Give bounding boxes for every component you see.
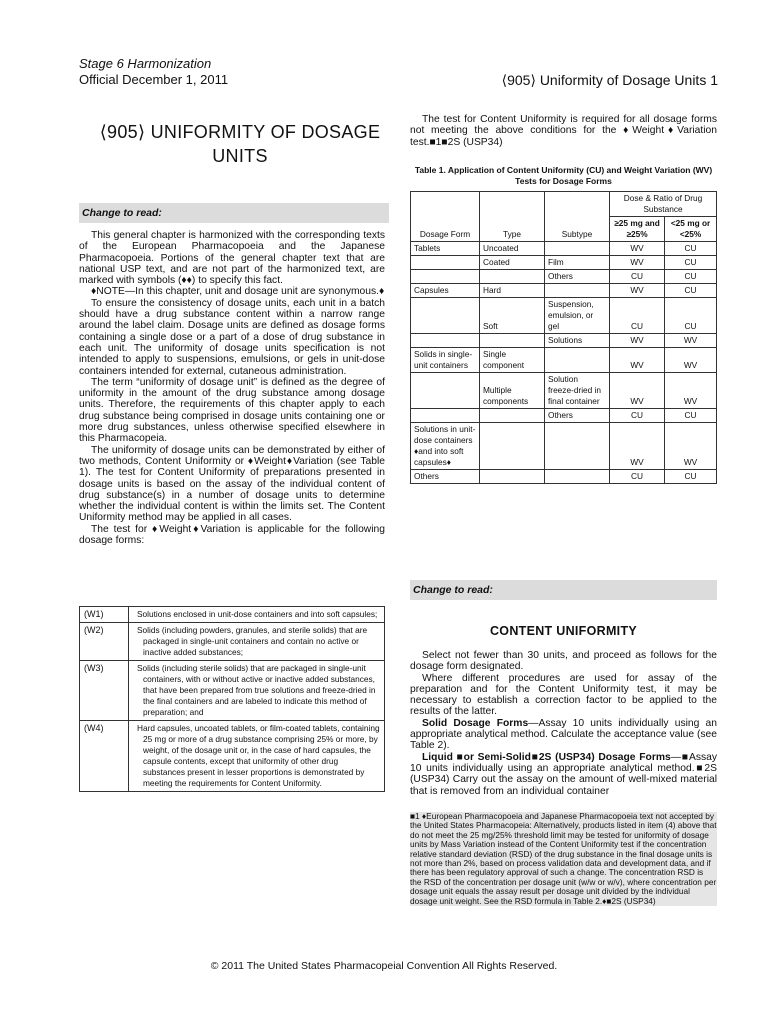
row-type xyxy=(480,334,545,348)
row-form xyxy=(411,298,480,334)
row-type: Soft xyxy=(480,298,545,334)
table-header-row xyxy=(411,192,717,217)
header-stage: Stage 6 Harmonization xyxy=(79,56,212,71)
paragraph: The test for ♦Weight♦Variation is applicable for the following dosage forms: xyxy=(79,523,385,547)
row-subtype: Solution freeze-dried in final container xyxy=(545,373,610,409)
table-row xyxy=(411,298,717,334)
row-text: Solutions enclosed in unit-dose containers and into soft capsules; xyxy=(137,609,378,619)
row-ge25: WV xyxy=(610,284,665,298)
content-uniformity-text xyxy=(410,650,717,797)
paragraph: The uniformity of dosage units can be demonstrated by either of two methods, Content Uniformity or ♦Weight♦Variation (see Table 1). The test for Content Uniformity of preparations presented in dosage units is based on the assay of the individual content of drug substance(s) in a number of dosage units to determine whether the individual content is within the limits set. The Content Uniformity method may be applied in all cases. xyxy=(79,444,385,524)
row-form: Others xyxy=(411,470,480,484)
table-row xyxy=(80,661,385,721)
row-form xyxy=(411,256,480,270)
row-form: Solutions in unit-dose containers ♦and into soft capsules♦ xyxy=(411,423,480,470)
table1 xyxy=(410,191,717,484)
row-type xyxy=(480,423,545,470)
paragraph: ♦NOTE—In this chapter, unit and dosage unit are synonymous.♦ xyxy=(91,286,385,298)
row-form: Solids in single-unit containers xyxy=(411,348,480,373)
row-subtype: Others xyxy=(545,270,610,284)
col-header-ge25: ≥25 mg and ≥25% xyxy=(610,217,665,242)
row-form xyxy=(411,373,480,409)
row-ge25: WV xyxy=(610,423,665,470)
col-header-dosage-form: Dosage Form xyxy=(411,192,480,242)
row-ge25: CU xyxy=(610,298,665,334)
table-row xyxy=(411,470,717,484)
row-type: Hard xyxy=(480,284,545,298)
liquid-forms-label: Liquid ■or Semi-Solid■2S (USP34) Dosage Forms xyxy=(422,751,671,763)
liquid-forms-text: —■Assay 10 units individually using an appropriate analytical method.■2S (USP34) Carry out the assay on the amount of well-mixed material that is removed from an individual container xyxy=(410,751,718,797)
table1-body xyxy=(411,242,717,484)
row-text: Hard capsules, uncoated tablets, or film-coated tablets, containing 25 mg or more of a drug substance comprising 25% or more, by weight, of the dosage unit or, in the case of hard capsules, the capsule contents, except that uniformity of other drug substances present in lesser proportions is demonstrated by meeting the requirements for Content Uniformity. xyxy=(137,723,380,788)
row-type: Coated xyxy=(480,256,545,270)
row-lt25: CU xyxy=(665,256,717,270)
header-date: Official December 1, 2011 xyxy=(79,72,229,87)
table-row xyxy=(411,409,717,423)
col-header-subtype: Subtype xyxy=(545,192,610,242)
table-row xyxy=(411,373,717,409)
running-header-left xyxy=(79,56,228,88)
col-header-dose-ratio: Dose & Ratio of Drug Substance xyxy=(610,192,717,217)
table-row xyxy=(80,623,385,661)
row-ge25: WV xyxy=(610,348,665,373)
table-row xyxy=(411,270,717,284)
row-ge25: CU xyxy=(610,270,665,284)
row-ge25: WV xyxy=(610,334,665,348)
paragraph: This general chapter is harmonized with the corresponding texts of the European Pharmacopoeia and the Japanese Pharmacopoeia. Portions of the general chapter text that are national USP text, and are not part of the harmonized text, are marked with symbols (♦♦) to specify this fact. xyxy=(79,230,385,287)
table-row xyxy=(80,607,385,623)
row-subtype: Solutions xyxy=(545,334,610,348)
row-lt25: WV xyxy=(665,348,717,373)
table-row xyxy=(411,256,717,270)
row-lt25: CU xyxy=(665,242,717,256)
page-footer: © 2011 The United States Pharmacopeial Convention All Rights Reserved. xyxy=(210,960,558,972)
row-lt25: WV xyxy=(665,373,717,409)
row-subtype xyxy=(545,348,610,373)
content-uniformity-heading: CONTENT UNIFORMITY xyxy=(489,624,638,638)
row-type: Single component xyxy=(480,348,545,373)
row-text: Solids (including powders, granules, and sterile solids) that are packaged in single-unit containers and contain no active or inactive added substances; xyxy=(137,625,368,657)
col-header-lt25: <25 mg or <25% xyxy=(665,217,717,242)
row-form: Tablets xyxy=(411,242,480,256)
row-type: Multiple components xyxy=(480,373,545,409)
change-to-read-label: Change to read: xyxy=(79,203,389,223)
row-ge25: CU xyxy=(610,470,665,484)
row-lt25: CU xyxy=(665,270,717,284)
row-subtype xyxy=(545,284,610,298)
running-header-right: ⟨905⟩ Uniformity of Dosage Units 1 xyxy=(501,72,718,88)
table1-caption: Table 1. Application of Content Uniformity (CU) and Weight Variation (WV) Tests for Dosage Forms xyxy=(414,165,713,186)
paragraph: Where different procedures are used for assay of the preparation and for the Content Uniformity test, it may be necessary to establish a correction factor to be applied to the results of the latter. xyxy=(410,672,717,718)
table-row xyxy=(80,721,385,792)
weight-variation-table xyxy=(79,606,385,792)
intro-text xyxy=(79,230,385,546)
row-lt25: WV xyxy=(665,423,717,470)
table-row xyxy=(411,284,717,298)
footnote: ■1 ♦European Pharmacopoeia and Japanese Pharmacopoeia text not accepted by the United States Pharmacopeia: Alternatively, products listed in item (4) above that do not meet the 25 mg/25% threshold limit may be tested for uniformity of dosage units by Mass Variation instead of the Content Uniformity test if the concentration relative standard deviation (RSD) of the drug substance in the final dosage units is not more than 2%, based on process validation data and development data, and if there has been regulatory approval of such a change. The concentration RSD is the RSD of the concentration per dosage unit (w/w or w/v), where concentration per dosage unit equals the assay result per dosage unit divided by the individual dosage unit weight. See the RSD formula in Table 2.♦■2S (USP34) xyxy=(410,811,717,906)
row-subtype xyxy=(545,423,610,470)
row-lt25: WV xyxy=(665,334,717,348)
row-type xyxy=(480,270,545,284)
row-subtype xyxy=(545,242,610,256)
row-form xyxy=(411,270,480,284)
row-code: (W2) xyxy=(80,623,129,661)
row-lt25: CU xyxy=(665,298,717,334)
row-ge25: WV xyxy=(610,373,665,409)
row-ge25: WV xyxy=(610,242,665,256)
right-intro xyxy=(410,114,717,148)
row-lt25: CU xyxy=(665,284,717,298)
change-to-read-label-2: Change to read: xyxy=(410,580,717,600)
chapter-title: ⟨905⟩ UNIFORMITY OF DOSAGE UNITS xyxy=(99,122,381,166)
col-header-type: Type xyxy=(480,192,545,242)
table-row xyxy=(411,423,717,470)
paragraph: Select not fewer than 30 units, and proceed as follows for the dosage form designated. xyxy=(410,650,717,673)
solid-forms-label: Solid Dosage Forms xyxy=(422,717,529,729)
table-row xyxy=(411,334,717,348)
row-form xyxy=(411,409,480,423)
row-form xyxy=(411,334,480,348)
row-lt25: CU xyxy=(665,470,717,484)
row-code: (W1) xyxy=(80,607,129,623)
row-form: Capsules xyxy=(411,284,480,298)
row-type: Uncoated xyxy=(480,242,545,256)
row-code: (W3) xyxy=(80,661,129,721)
row-type xyxy=(480,470,545,484)
row-subtype xyxy=(545,470,610,484)
row-subtype: Suspension, emulsion, or gel xyxy=(545,298,610,334)
row-type xyxy=(480,409,545,423)
paragraph: The term “uniformity of dosage unit” is defined as the degree of uniformity in the amount of the drug substance among dosage units. Therefore, the requirements of this chapter apply to each drug substance being comprised in dosage units containing one or more drug substances, unless otherwise specified elsewhere in this Pharmacopeia. xyxy=(79,376,385,445)
paragraph: The test for Content Uniformity is required for all dosage forms not meeting the above conditions for the ♦Weight♦Variation test.■1■2S (USP34) xyxy=(410,114,717,148)
row-ge25: WV xyxy=(610,256,665,270)
row-lt25: CU xyxy=(665,409,717,423)
row-ge25: CU xyxy=(610,409,665,423)
table-row xyxy=(411,348,717,373)
paragraph: To ensure the consistency of dosage units, each unit in a batch should have a drug substance content within a narrow range around the label claim. Dosage units are defined as dosage forms containing a single dose or a part of a dose of drug substance in each unit. The uniformity of dosage units specification is not intended to apply to suspensions, emulsions, or gels in unit-dose containers intended for external, cutaneous administration. xyxy=(79,297,385,377)
row-text: Solids (including sterile solids) that are packaged in single-unit containers, with or without active or inactive added substances, that have been prepared from true solutions and freeze-dried in the final containers and are labeled to indicate this method of preparation; and xyxy=(137,663,376,717)
row-code: (W4) xyxy=(80,721,129,792)
table-row xyxy=(411,242,717,256)
solid-forms-text: —Assay 10 units individually using an appropriate analytical method. Calculate the acceptance value (see Table 2). xyxy=(410,717,717,752)
row-subtype: Others xyxy=(545,409,610,423)
row-subtype: Film xyxy=(545,256,610,270)
